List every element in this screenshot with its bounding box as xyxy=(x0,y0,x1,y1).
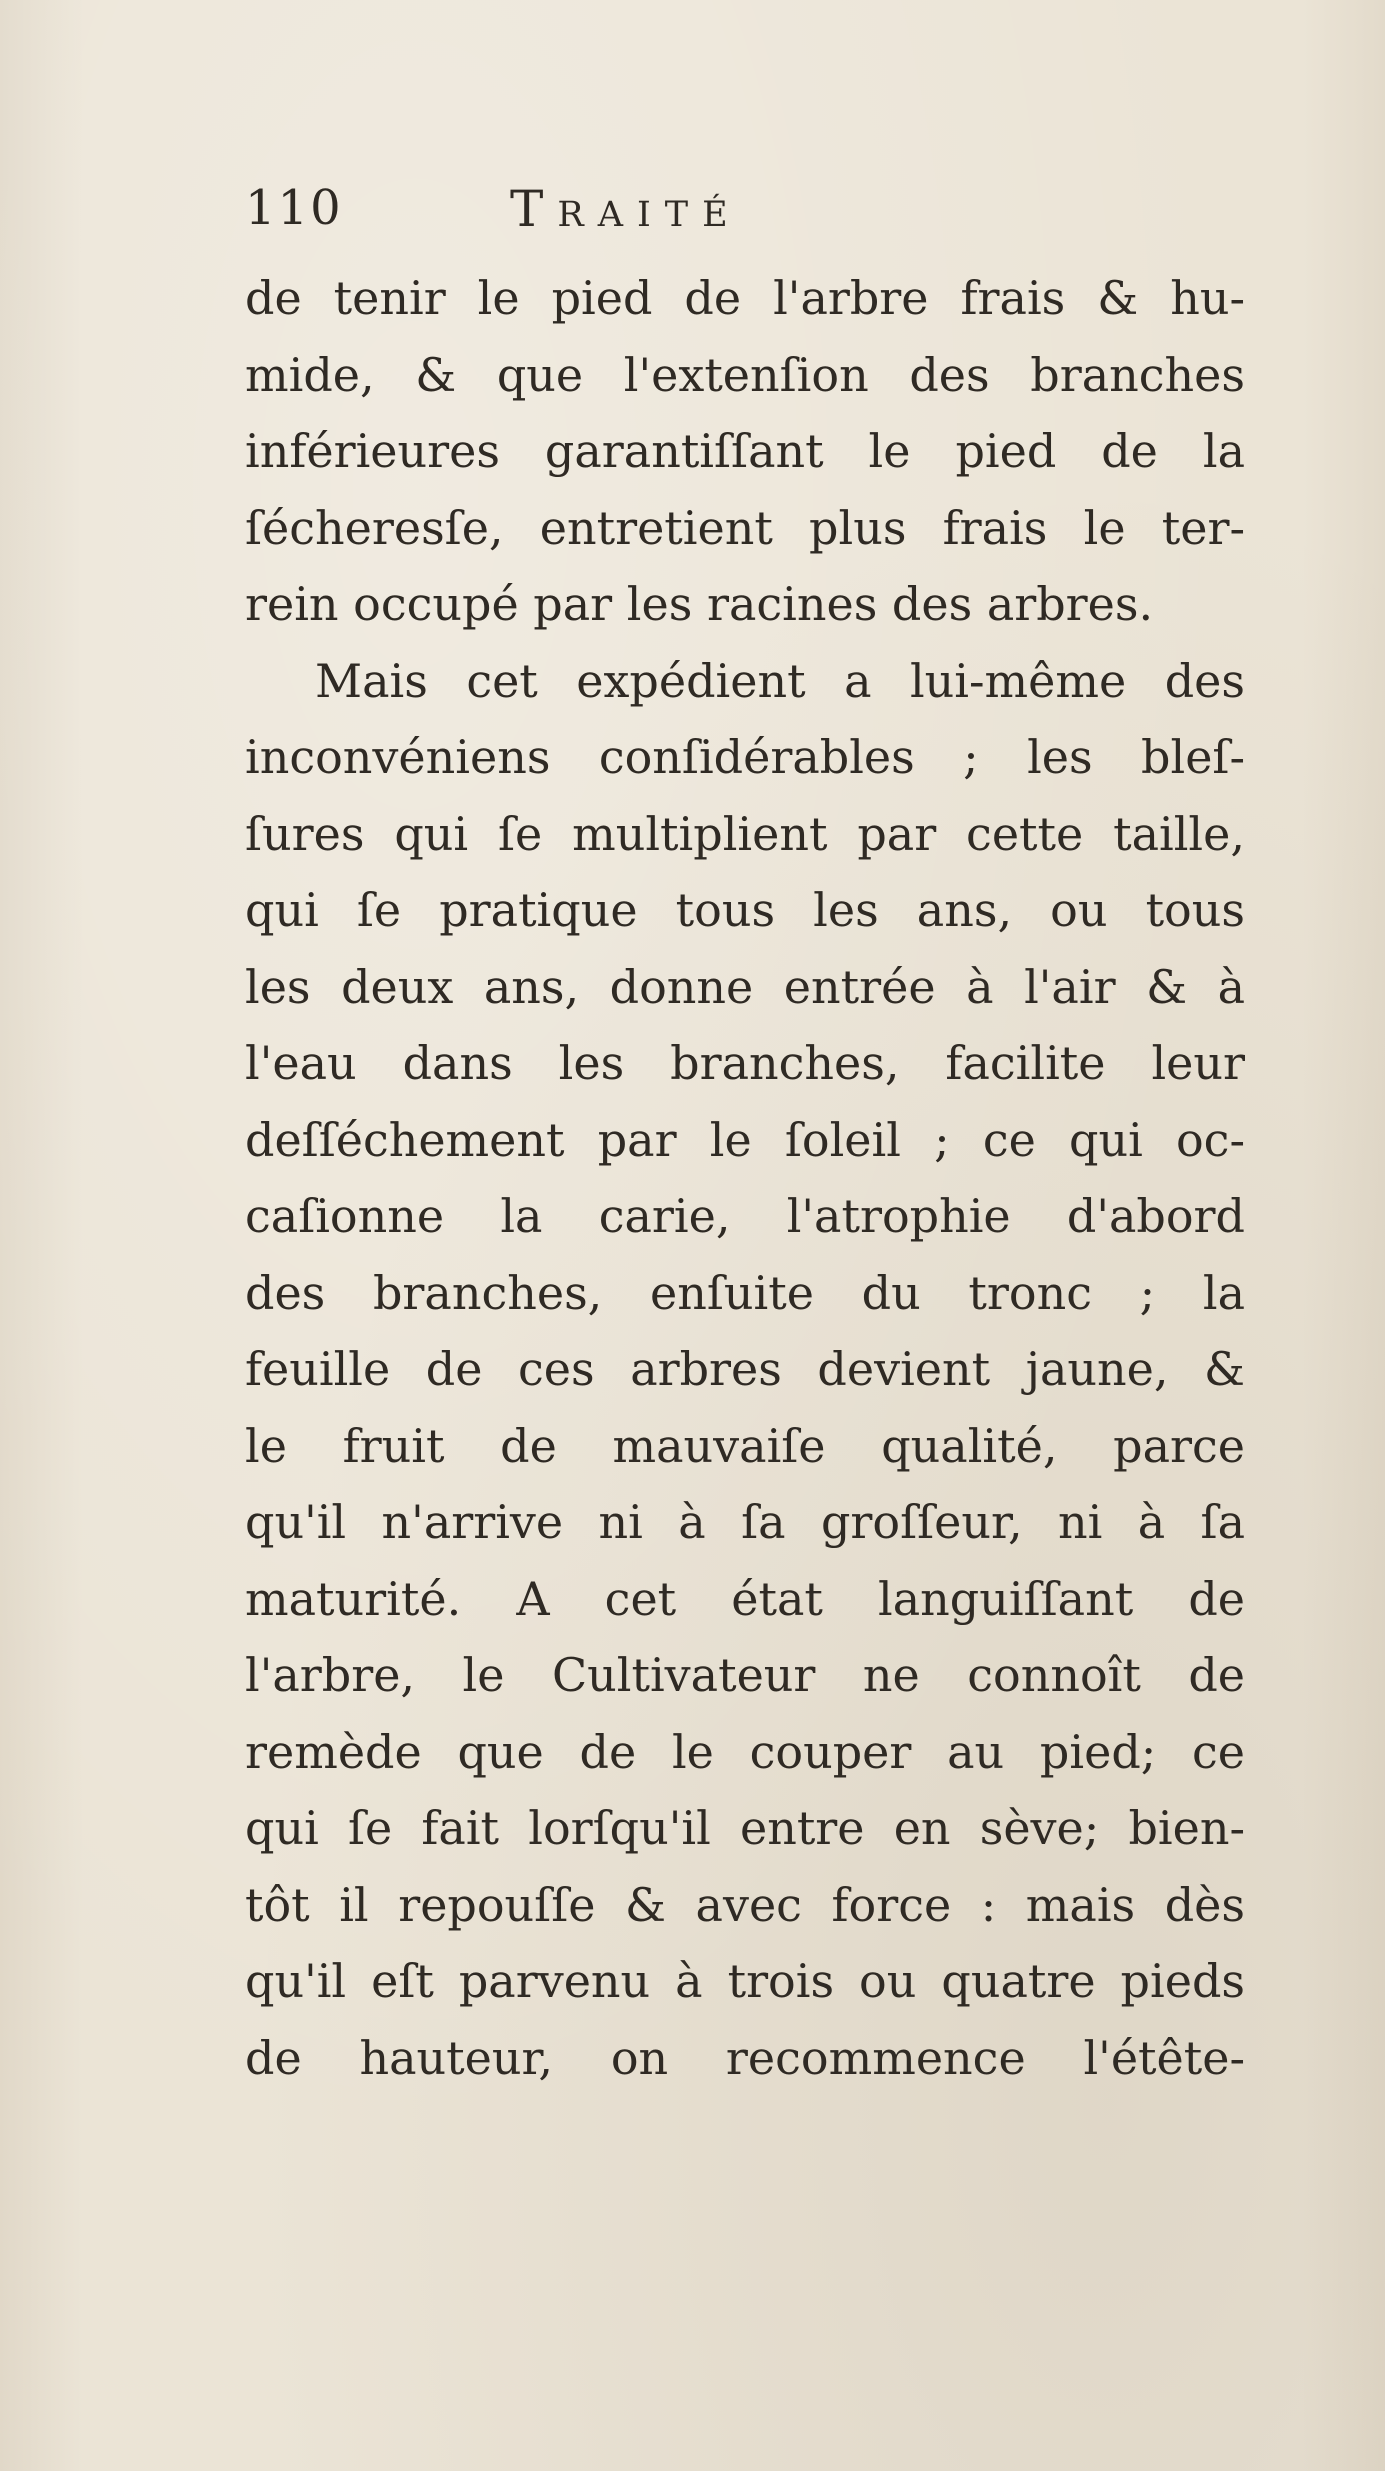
text-line: ſécheresſe, entretient plus frais le ter- xyxy=(245,500,1245,555)
text-line: mide, & que l'extenſion des branches xyxy=(245,347,1245,402)
text-line: les deux ans, donne entrée à l'air & à xyxy=(245,959,1245,1014)
text-line: qu'il n'arrive ni à ſa groſſeur, ni à ſa xyxy=(245,1495,1245,1549)
text-line: l'arbre, le Cultivateur ne connoît de xyxy=(245,1648,1245,1702)
running-head: Traité xyxy=(510,180,742,238)
text-line: caſionne la carie, l'atrophie d'abord xyxy=(245,1189,1245,1243)
text-line: le fruit de mauvaiſe qualité, parce xyxy=(245,1418,1245,1473)
text-line: inconvéniens conſidérables ; les bleſ- xyxy=(245,730,1245,784)
text-line: l'eau dans les branches, facilite leur xyxy=(245,1036,1245,1090)
text-line: des branches, enſuite du tronc ; la xyxy=(245,1265,1245,1320)
page-number: 110 xyxy=(245,180,343,236)
body-text xyxy=(245,260,1245,2096)
text-line: qui ſe pratique tous les ans, ou tous xyxy=(245,883,1245,937)
text-line: qu'il eſt parvenu à trois ou quatre pieds xyxy=(245,1954,1245,2008)
text-line: de hauteur, on recommence l'étête- xyxy=(245,2030,1245,2085)
text-line: qui ſe fait lorſqu'il entre en sève; bien- xyxy=(245,1801,1245,1855)
text-line: rein occupé par les racines des arbres. xyxy=(245,577,1154,631)
text-line: remède que de le couper au pied; ce xyxy=(245,1724,1245,1779)
text-line: de tenir le pied de l'arbre frais & hu- xyxy=(245,271,1245,325)
text-line: inférieures garantiſſant le pied de la xyxy=(245,424,1245,478)
text-line: Mais cet expédient a lui-même des xyxy=(315,653,1245,708)
text-line: deſſéchement par le ſoleil ; ce qui oc- xyxy=(245,1112,1245,1167)
text-line: feuille de ces arbres devient jaune, & xyxy=(245,1342,1245,1396)
text-line: tôt il repouſſe & avec force : mais dès xyxy=(245,1877,1245,1932)
text-line: maturité. A cet état languiſſant de xyxy=(245,1571,1245,1626)
text-line: ſures qui ſe multiplient par cette taille, xyxy=(245,806,1245,861)
page-header xyxy=(245,180,1165,250)
